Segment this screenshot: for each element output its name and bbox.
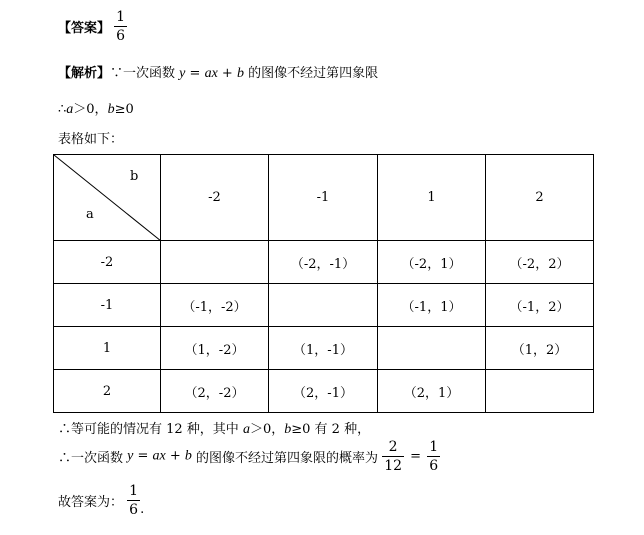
table-cell: （2，-2） bbox=[161, 370, 269, 413]
analysis-since: ∵一次函数 bbox=[110, 66, 176, 81]
final-answer-text: 故答案为： bbox=[58, 495, 124, 510]
table-row bbox=[54, 327, 594, 370]
equals-sign: = bbox=[410, 449, 422, 464]
table-cell bbox=[161, 241, 269, 284]
table-cell: （1，-1） bbox=[269, 327, 378, 370]
analysis-label: 【解析】 bbox=[58, 66, 111, 81]
diagonal-line bbox=[54, 155, 161, 241]
col-header: -1 bbox=[269, 155, 378, 241]
var-b: b bbox=[107, 102, 115, 117]
frac-den: 6 bbox=[429, 458, 439, 474]
plus-sign: + bbox=[165, 448, 185, 464]
conclusion-mid: 的图像不经过第四象限的概率为 bbox=[191, 451, 383, 466]
final-fraction bbox=[127, 484, 140, 517]
table-cell bbox=[269, 284, 378, 327]
plus-sign: + bbox=[217, 66, 237, 81]
table-row bbox=[54, 284, 594, 327]
analysis-line bbox=[58, 62, 378, 82]
table-row bbox=[54, 370, 594, 413]
final-answer-line bbox=[58, 484, 144, 517]
gt-zero: ＞0， bbox=[73, 102, 108, 117]
answer-label: 【答案】 bbox=[58, 21, 111, 36]
table-cell bbox=[378, 327, 486, 370]
table-cell: （-1，2） bbox=[486, 284, 594, 327]
row-header: -1 bbox=[54, 284, 161, 327]
equals-sign: = bbox=[133, 448, 153, 464]
row-header: 2 bbox=[54, 370, 161, 413]
conclusion-prefix: ∴等可能的情况有 12 种，其中 bbox=[58, 422, 243, 437]
table-cell: （-2，2） bbox=[486, 241, 594, 284]
table-cell: （-1，-2） bbox=[161, 284, 269, 327]
table-row bbox=[54, 241, 594, 284]
ge-zero: ≥0 bbox=[114, 102, 134, 117]
conclusion-line-1 bbox=[58, 418, 370, 438]
corner-cell bbox=[54, 155, 161, 241]
table-cell bbox=[486, 370, 594, 413]
var-b: b bbox=[184, 448, 192, 464]
table-caption: 表格如下： bbox=[58, 132, 124, 147]
table-cell: （-1，1） bbox=[378, 284, 486, 327]
row-header: 1 bbox=[54, 327, 161, 370]
var-x: x bbox=[159, 448, 166, 464]
var-a: a bbox=[152, 448, 160, 464]
conclusion-prefix: ∴一次函数 bbox=[58, 451, 128, 466]
var-b: b bbox=[236, 66, 244, 81]
col-header: -2 bbox=[161, 155, 269, 241]
var-b: b bbox=[284, 422, 292, 437]
equals-sign: = bbox=[185, 66, 205, 81]
corner-label-a: a bbox=[86, 207, 94, 222]
corner-label-b: b bbox=[130, 169, 139, 184]
conclusion-line-2 bbox=[58, 440, 440, 473]
table-cell: （2，-1） bbox=[269, 370, 378, 413]
frac-den: 6 bbox=[129, 502, 139, 518]
frac-den: 12 bbox=[384, 458, 403, 474]
table-cell: （1，-2） bbox=[161, 327, 269, 370]
var-x: x bbox=[211, 66, 218, 81]
table-cell: （1，2） bbox=[486, 327, 594, 370]
answer-fraction bbox=[114, 10, 127, 43]
probability-fraction-unreduced bbox=[382, 440, 404, 473]
frac-num: 2 bbox=[388, 439, 398, 455]
final-period: . bbox=[140, 502, 145, 517]
var-a: a bbox=[66, 102, 74, 117]
col-header: 2 bbox=[486, 155, 594, 241]
frac-num: 1 bbox=[129, 483, 139, 499]
ge-zero-count: ≥0 有 2 种， bbox=[291, 422, 371, 437]
table-cell: （-2，-1） bbox=[269, 241, 378, 284]
analysis-tail: 的图像不经过第四象限 bbox=[248, 66, 379, 81]
answer-frac-num: 1 bbox=[116, 9, 126, 25]
table-cell: （-2，1） bbox=[378, 241, 486, 284]
var-y: y bbox=[127, 448, 134, 464]
therefore-line-1 bbox=[58, 98, 134, 118]
answer-frac-den: 6 bbox=[116, 28, 126, 44]
table-cell: （2，1） bbox=[378, 370, 486, 413]
col-header: 1 bbox=[378, 155, 486, 241]
probability-table bbox=[53, 154, 594, 413]
var-a: a bbox=[204, 66, 212, 81]
var-a: a bbox=[242, 422, 250, 437]
frac-num: 1 bbox=[429, 439, 439, 455]
gt-zero: ＞0， bbox=[249, 422, 285, 437]
probability-fraction-reduced bbox=[427, 440, 440, 473]
therefore-symbol: ∴ bbox=[58, 102, 67, 117]
table-header-row bbox=[54, 155, 594, 241]
var-y: y bbox=[179, 66, 186, 81]
row-header: -2 bbox=[54, 241, 161, 284]
answer-line bbox=[58, 10, 127, 43]
